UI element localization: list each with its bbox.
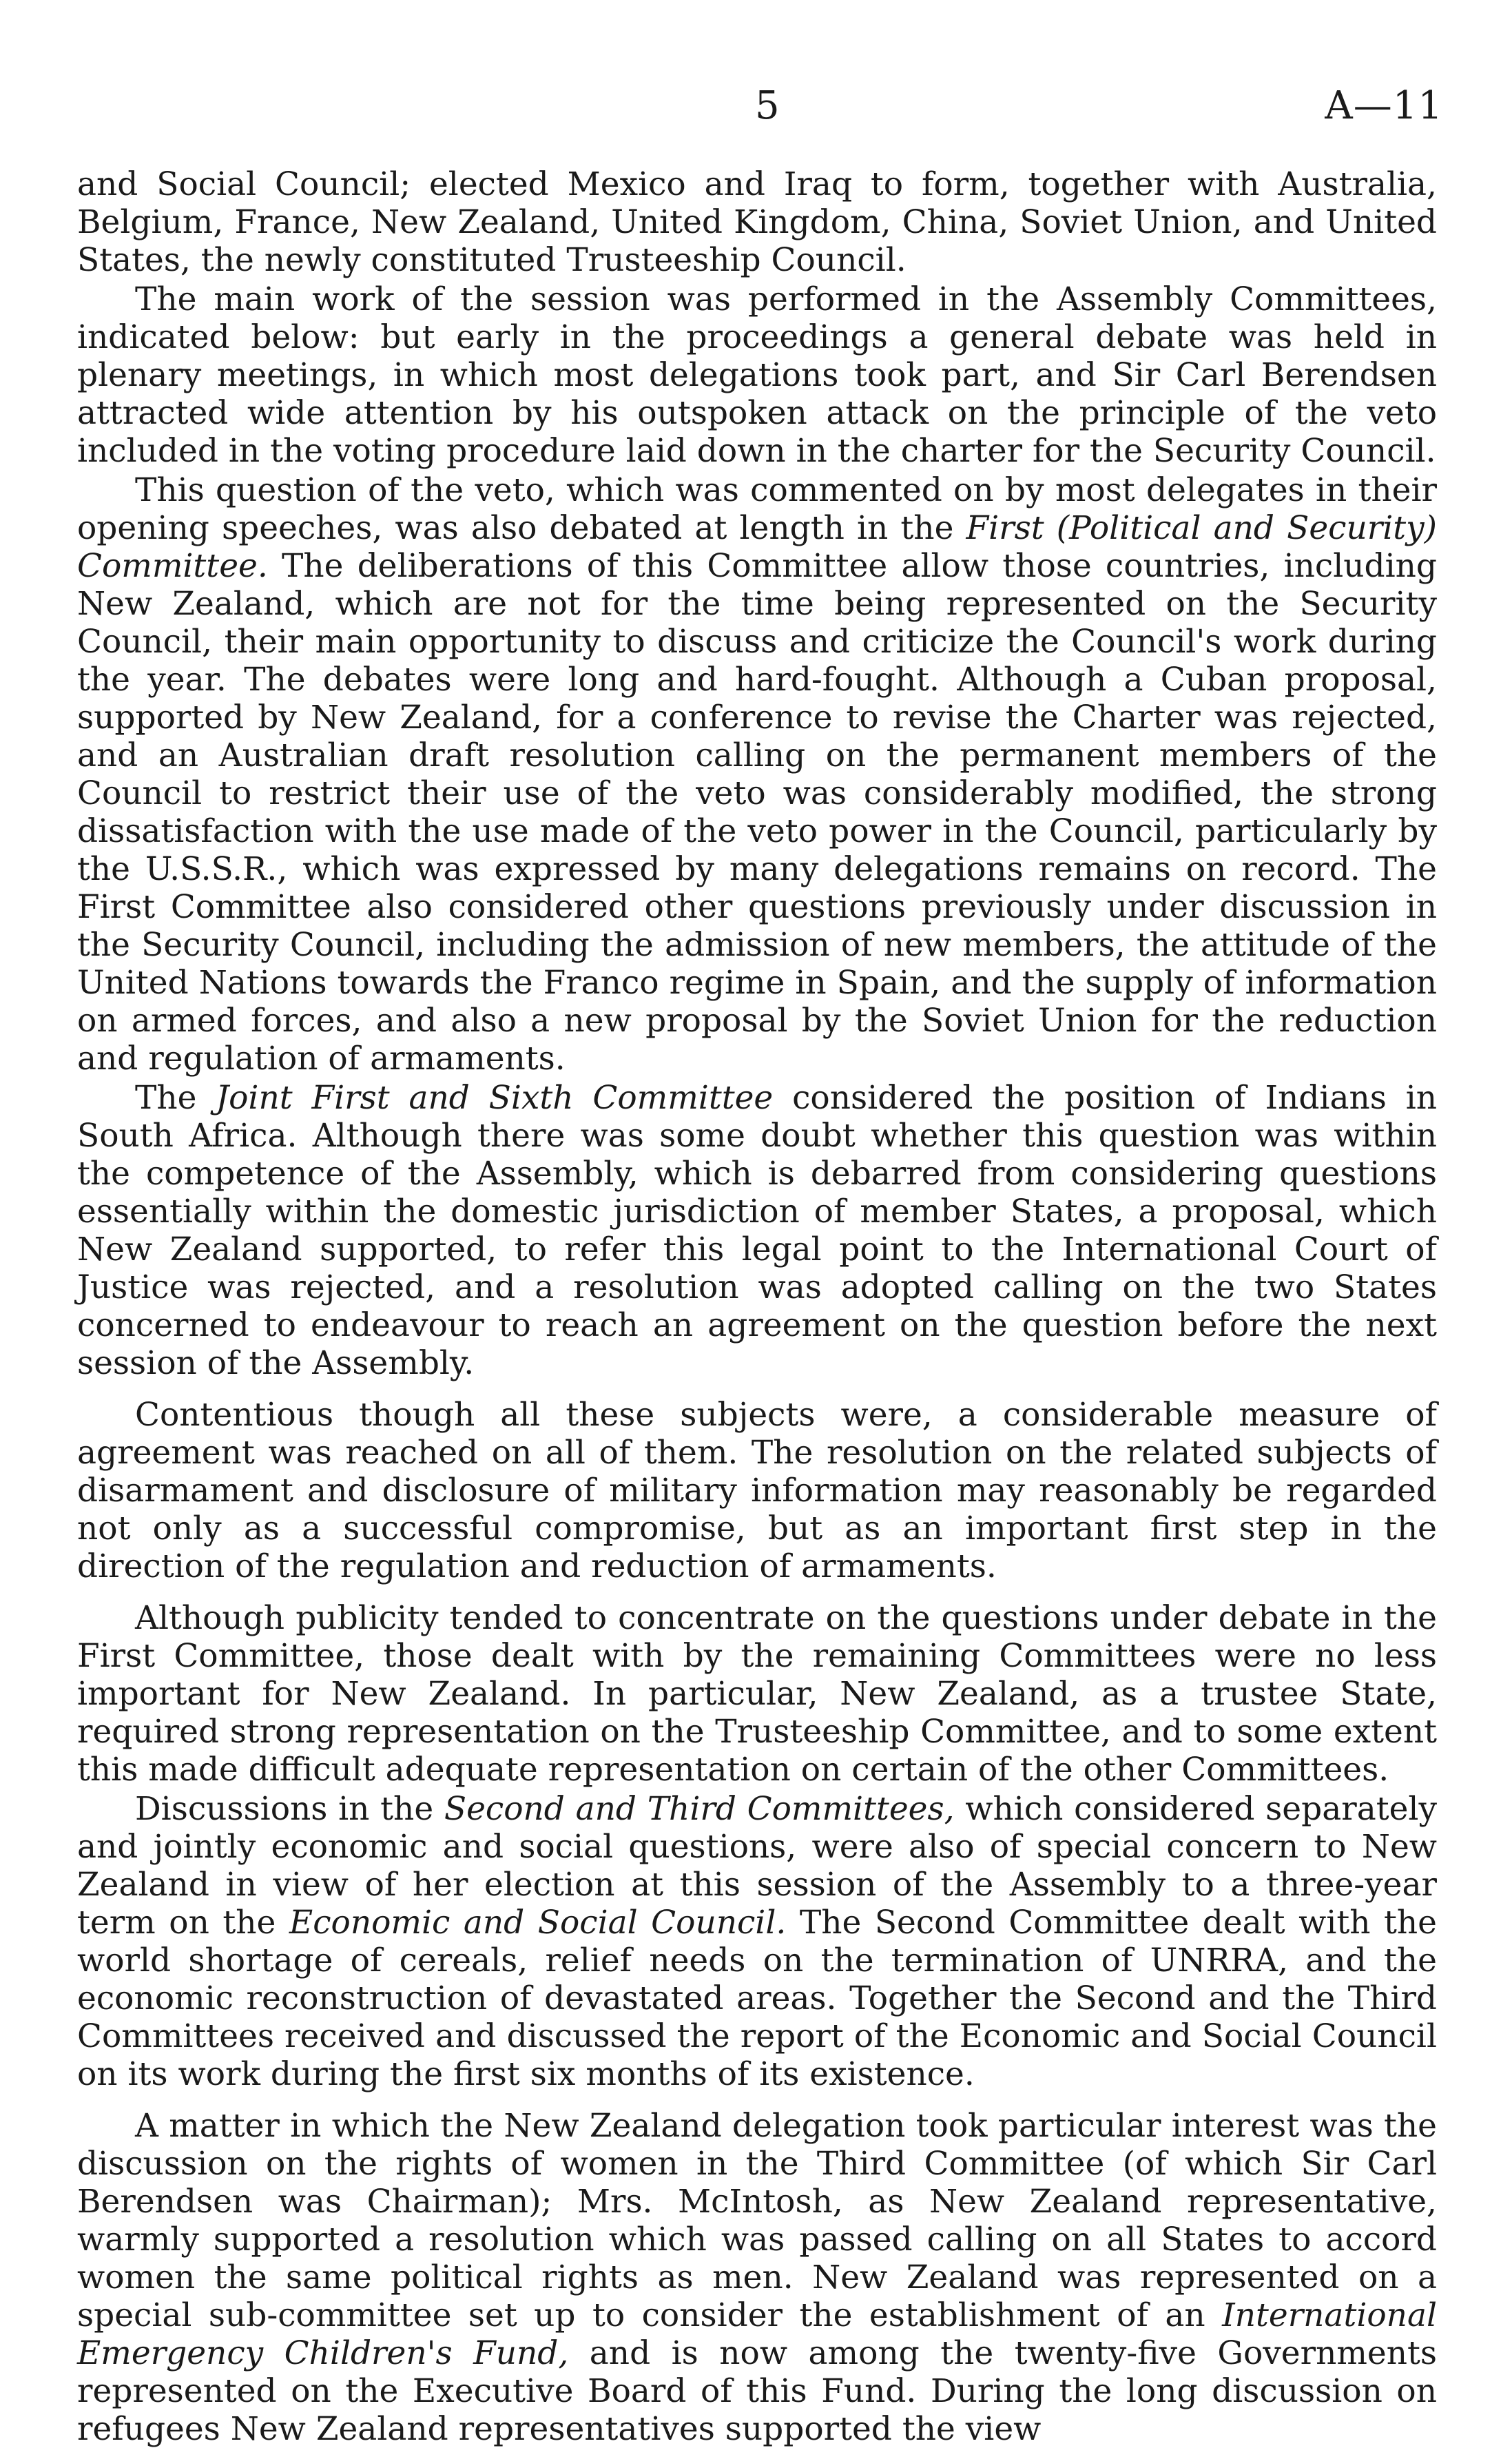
paragraph-p7 [77, 1790, 1437, 2093]
text-run: considered the position of Indians in South Africa. Although there was some doubt whether this question was within the competence of the Assembly, which is debarred from considering questions essentially within the domestic jurisdiction of member States, a proposal, which New Zealand supported, to refer this legal point to the International Court of Justice was rejected, and a resolution was adopted calling on the two States concerned to endeavour to reach an agreement on the question before the next session of the Assembly. [77, 1079, 1438, 1382]
text-run: The Second Committee dealt with the world shortage of cereals, relief needs on the termination of UNRRA, and the economic reconstruction of devastated areas. Together the Second and the Third Committees received and discussed the report of the Economic and Social Council on its work during the first six months of its existence. [77, 1904, 1437, 2093]
text-run: A matter in which the New Zealand delegation took particular interest was the discussion on the rights of women in the Third Committee (of which Sir Carl Berendsen was Chairman); Mrs. McIntosh, as New Zealand representative, warmly supported a resolution which was passed calling on all States to accord women the same political rights as men. New Zealand was represented on a special sub-committee set up to consider the establishment of an [77, 2107, 1437, 2334]
text-run: Although publicity tended to concentrate on the questions under debate in the First Committee, those dealt with by the remaining Committees were no less important for New Zealand. In particular, New Zealand, as a trustee State, required strong representation on the Trusteeship Committee, and to some extent this made difficult adequate representation on certain of the other Committees. [77, 1599, 1437, 1789]
paragraph-p8 [77, 2107, 1437, 2448]
page-number: 5 [755, 83, 780, 128]
italic-text: Second and Third Committees, [444, 1790, 955, 1828]
text-run: which considered separately and jointly economic and social questions, were also of special concern to New Zealand in view of her election at this session of the Assembly to a three-year term on the [77, 1790, 1438, 1942]
text-run: The deliberations of this Committee allow those countries, including New Zealand, which are not for the time being represented on the Security Council, their main opportunity to discuss and criticize the Council's work during the year. The debates were long and hard-fought. Although a Cuban proposal, supported by New Zealand, for a conference to revise the Charter was rejected, and an Australian draft resolution calling on the permanent members of the Council to restrict their use of the veto was considerably modified, the strong dissatisfaction with the use made of the veto power in the Council, particularly by the U.S.S.R., which was expressed by many delegations remains on record. The First Committee also considered other questions previously under discussion in the Security Council, including the admission of new members, the attitude of the United Nations towards the Franco regime in Spain, and the supply of information on armed forces, and also a new proposal by the Soviet Union for the reduction and regulation of armaments. [77, 547, 1437, 1078]
text-run: and Social Council; elected Mexico and Iraq to form, together with Australia, Belgium, France, New Zealand, United Kingdom, China, Soviet Union, and United States, the newly constituted Trusteeship Council. [77, 165, 1437, 279]
paragraph-p4 [77, 1079, 1437, 1382]
paragraph-p6 [77, 1599, 1437, 1789]
text-run: This question of the veto, which was commented on by most delegates in their opening speeches, was also debated at length in the [77, 471, 1437, 547]
paragraph-p5 [77, 1396, 1437, 1585]
text-run: and is now among the twenty-five Governments represented on the Executive Board of this Fund. During the long discussion on refugees New Zealand representatives supported the view [77, 2334, 1438, 2448]
italic-text: First (Political and Security) Committee. [77, 509, 1438, 585]
italic-text: Economic and Social Council. [289, 1904, 787, 1942]
paragraph-p1 [77, 165, 1437, 279]
paragraph-p2 [77, 280, 1437, 470]
italic-text: Joint First and Sixth Committee [216, 1079, 774, 1117]
paragraph-p3 [77, 471, 1437, 1078]
text-run: The main work of the session was performed in the Assembly Committees, indicated below: but early in the proceedings a general debate was held in plenary meetings, in which most delegations took part, and Sir Carl Berendsen attracted wide attention by his outspoken attack on the principle of the veto included in the voting procedure laid down in the charter for the Security Council. [77, 280, 1437, 470]
text-run: Contentious though all these subjects were, a considerable measure of agreement was reached on all of them. The resolution on the related subjects of disarmament and disclosure of military information may reasonably be regarded not only as a successful compromise, but as an important first step in the direction of the regulation and reduction of armaments. [77, 1396, 1437, 1585]
text-run: The [135, 1079, 216, 1117]
document-reference: A—11 [1325, 83, 1443, 128]
text-run: Discussions in the [135, 1790, 444, 1828]
italic-text: International Emergency Children's Fund, [77, 2296, 1437, 2372]
body-text [77, 165, 1437, 2448]
